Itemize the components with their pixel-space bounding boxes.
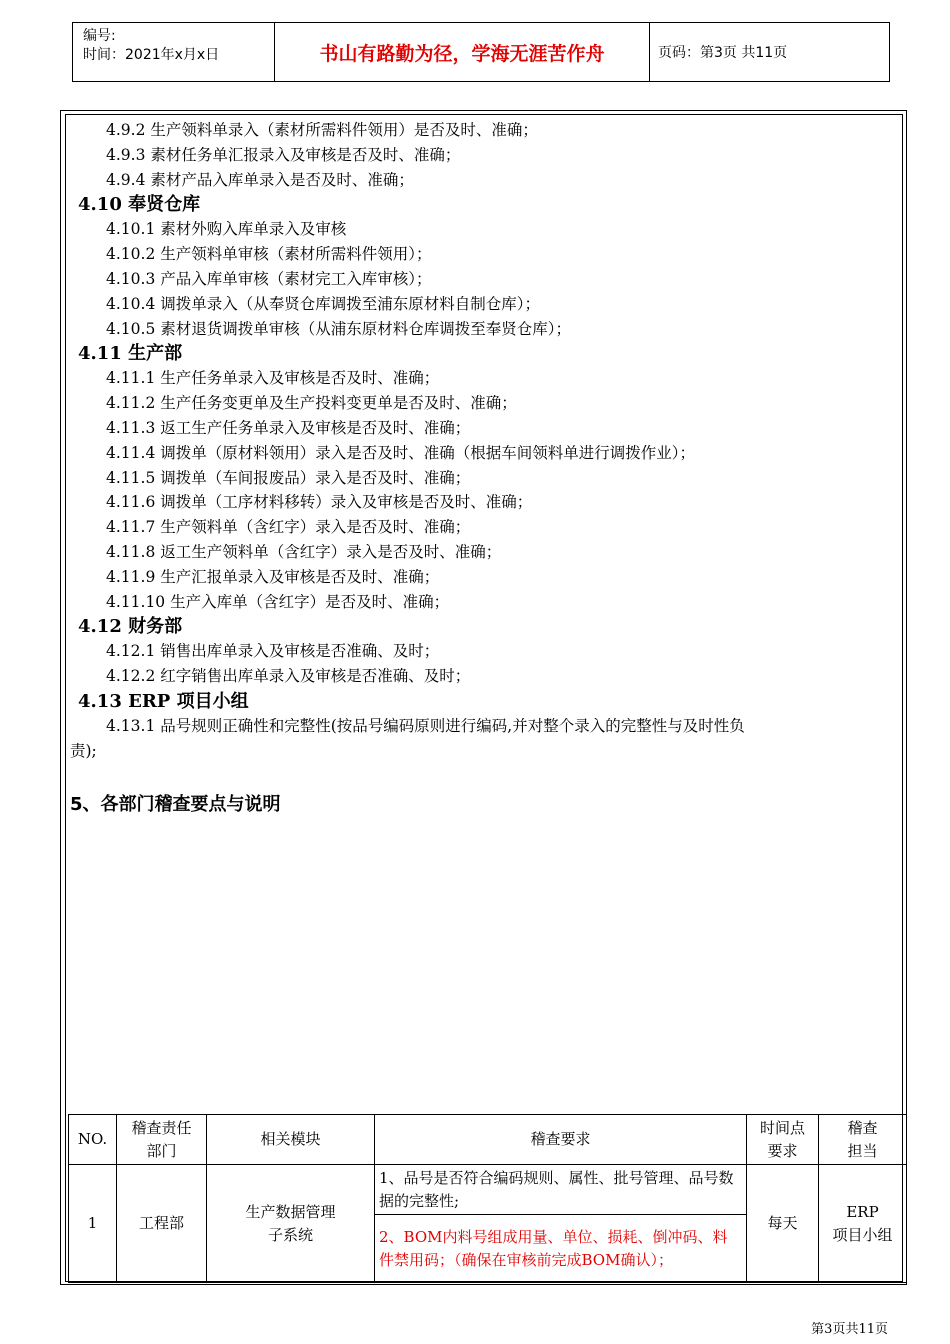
table-row bbox=[69, 1165, 907, 1215]
header-no: NO. bbox=[69, 1115, 117, 1165]
list-item: 4.10.4 调拨单录入（从奉贤仓库调拨至浦东原材料自制仓库）； bbox=[106, 294, 540, 313]
list-item: 4.11.4 调拨单（原材料领用）录入是否及时、准确（根据车间领料单进行调拨作业）； bbox=[106, 443, 695, 462]
page-header bbox=[72, 22, 890, 82]
document-time: 时间：2021年x月x日 bbox=[83, 47, 220, 63]
section-heading: 4.10 奉贤仓库 bbox=[78, 194, 201, 216]
list-item: 4.10.3 产品入库单审核（素材完工入库审核）； bbox=[106, 269, 432, 288]
header-meta bbox=[73, 23, 275, 81]
header-req: 稽查要求 bbox=[375, 1115, 747, 1165]
list-item: 4.11.9 生产汇报单录入及审核是否及时、准确； bbox=[106, 567, 440, 586]
list-item: 4.12.2 红字销售出库单录入及审核是否准确、及时； bbox=[106, 667, 471, 686]
header-owner-line1: 稽查 bbox=[847, 1118, 878, 1137]
audit-table bbox=[68, 1114, 907, 1283]
list-item: 4.11.7 生产领料单（含红字）录入是否及时、准确； bbox=[106, 518, 471, 537]
list-item: 4.9.3 素材任务单汇报录入及审核是否及时、准确； bbox=[106, 145, 461, 164]
row1-dept: 工程部 bbox=[117, 1165, 207, 1283]
header-motto: 书山有路勤为径，学海无涯苦作舟 bbox=[275, 23, 650, 81]
section-lines bbox=[70, 118, 900, 714]
header-time bbox=[747, 1115, 819, 1165]
list-item: 4.9.4 素材产品入库单录入是否及时、准确； bbox=[106, 170, 414, 189]
list-item: 4.11.10 生产入库单（含红字）是否及时、准确； bbox=[106, 592, 450, 611]
header-dept-line1: 稽查责任 bbox=[131, 1118, 192, 1137]
row1-owner-line2: 项目小组 bbox=[832, 1225, 893, 1244]
list-item: 4.11.6 调拨单（工序材料移转）录入及审核是否及时、准确； bbox=[106, 493, 533, 512]
list-item: 4.11.8 返工生产领料单（含红字）录入是否及时、准确； bbox=[106, 542, 502, 561]
header-dept bbox=[117, 1115, 207, 1165]
section-heading: 4.12 财务部 bbox=[78, 616, 183, 638]
section-5-title: 5、各部门稽查要点与说明 bbox=[70, 793, 281, 815]
header-page-info: 页码：第3页 共11页 bbox=[658, 45, 788, 61]
header-owner-line2: 担当 bbox=[847, 1141, 878, 1160]
list-item: 4.11.3 返工生产任务单录入及审核是否及时、准确； bbox=[106, 418, 471, 437]
document-body bbox=[70, 118, 900, 818]
list-item: 4.10.2 生产领料单审核（素材所需料件领用）； bbox=[106, 245, 432, 264]
row1-no: 1 bbox=[69, 1165, 117, 1283]
document-number: 编号: bbox=[83, 28, 116, 44]
list-item: 4.9.2 生产领料单录入（素材所需料件领用）是否及时、准确； bbox=[106, 121, 538, 139]
row1-req1: 1、品号是否符合编码规则、属性、批号管理、品号数据的完整性; bbox=[375, 1165, 747, 1215]
header-module: 相关模块 bbox=[207, 1115, 375, 1165]
row1-owner bbox=[819, 1165, 907, 1283]
list-item: 4.11.2 生产任务变更单及生产投料变更单是否及时、准确； bbox=[106, 394, 517, 413]
row1-module-line2: 子系统 bbox=[267, 1225, 313, 1244]
row1-time: 每天 bbox=[747, 1165, 819, 1283]
list-item: 4.10.1 素材外购入库单录入及审核 bbox=[106, 220, 347, 239]
paragraph-4-13-1 bbox=[70, 714, 900, 739]
row1-req2: 2、BOM内料号组成用量、单位、损耗、倒冲码、料件禁用码；（确保在审核前完成BOM确认）； bbox=[375, 1215, 747, 1283]
paragraph-4-13-1-cont: 责); bbox=[70, 741, 97, 760]
section-heading: 4.11 生产部 bbox=[78, 343, 183, 365]
page-footer: 第3页共11页 bbox=[811, 1322, 888, 1337]
section-heading: 4.13 ERP 项目小组 bbox=[78, 690, 249, 712]
row1-owner-line1: ERP bbox=[846, 1202, 879, 1221]
header-dept-line2: 部门 bbox=[146, 1141, 177, 1160]
list-item: 4.12.1 销售出库单录入及审核是否准确、及时； bbox=[106, 642, 440, 661]
table-header-row bbox=[69, 1115, 907, 1165]
paragraph-4-13-1-text: 4.13.1 品号规则正确性和完整性(按品号编码原则进行编码,并对整个录入的完整性与及时性负 bbox=[106, 716, 745, 735]
row1-module bbox=[207, 1165, 375, 1283]
row1-module-line1: 生产数据管理 bbox=[245, 1202, 336, 1221]
list-item: 4.11.1 生产任务单录入及审核是否及时、准确； bbox=[106, 369, 440, 388]
list-item: 4.11.5 调拨单（车间报废品）录入是否及时、准确； bbox=[106, 468, 471, 487]
header-owner bbox=[819, 1115, 907, 1165]
header-time-line2: 要求 bbox=[767, 1141, 798, 1160]
header-time-line1: 时间点 bbox=[759, 1118, 805, 1137]
list-item: 4.10.5 素材退货调拨单审核（从浦东原材料仓库调拨至奉贤仓库）； bbox=[106, 319, 571, 338]
